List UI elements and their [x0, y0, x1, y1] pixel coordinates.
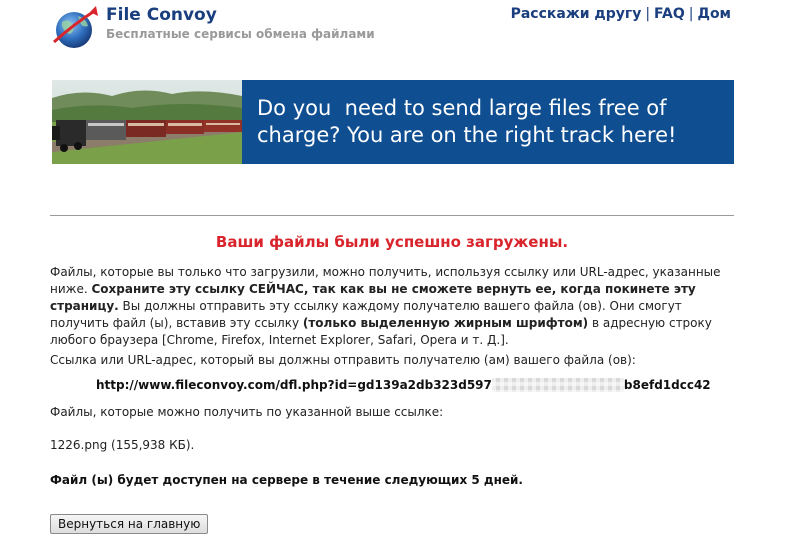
nav-separator: | [688, 6, 694, 22]
url-label: Ссылка или URL-адрес, который вы должны отправить получателю (ам) вашего файла (ов): [50, 353, 636, 367]
back-to-home-button[interactable]: Вернуться на главную [50, 514, 208, 534]
instructions-text: в адресную строку любого браузера [Chrome, Firefox, Internet Explorer, Safari, Opera и т. Д.]. [50, 316, 712, 347]
site-title: File Convoy [106, 5, 217, 25]
url-end: b8efd1dcc42 [623, 378, 711, 392]
url-redacted [492, 378, 624, 392]
instructions-paragraph [50, 264, 740, 349]
divider [50, 215, 734, 216]
home-link[interactable]: Дом [697, 6, 731, 22]
instructions-text: Файлы, которые вы только что загрузили, можно получить, используя ссылку или URL-адрес, указанные ниже. [50, 265, 721, 296]
files-label: Файлы, которые можно получить по указанной выше ссылке: [50, 405, 444, 419]
top-navigation [511, 6, 731, 22]
download-url[interactable] [96, 378, 711, 392]
instructions-warning: Сохраните эту ссылку СЕЙЧАС, так как вы не сможете вернуть ее, когда покинете эту страницу. [50, 282, 696, 313]
banner-text: Do you need to send large files free of charge? You are on the right track here! [257, 96, 677, 147]
file-item: 1226.png (155,938 КБ). [50, 438, 195, 452]
tell-friend-link[interactable]: Расскажи другу [510, 6, 642, 22]
train-photo [52, 80, 242, 164]
nav-separator: | [645, 6, 651, 22]
site-tagline: Бесплатные сервисы обмена файлами [106, 27, 375, 41]
success-message: Ваши файлы были успешно загружены. [215, 233, 569, 251]
faq-link[interactable]: FAQ [654, 6, 685, 22]
globe-arrow-logo-icon[interactable] [52, 4, 100, 52]
instructions-text: Вы должны отправить эту ссылку каждому получателю вашего файла (ов). Они смогут получить файл (ы), вставив эту ссылку [50, 299, 682, 330]
availability-note: Файл (ы) будет доступен на сервере в течение следующих 5 дней. [50, 473, 523, 487]
url-start: http://www.fileconvoy.com/dfl.php?id=gd139a2db323d597 [96, 378, 492, 392]
promo-banner [52, 80, 734, 164]
instructions-bold-note: (только выделенную жирным шрифтом) [302, 316, 589, 330]
